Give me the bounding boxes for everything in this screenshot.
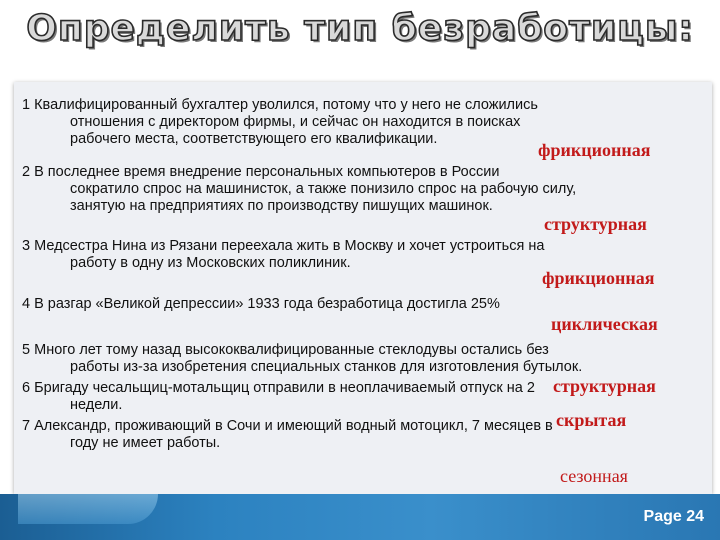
answer-label: сезонная	[560, 466, 628, 486]
answer-label: фрикционная	[542, 268, 655, 288]
answer-label: циклическая	[551, 314, 658, 334]
slide-title: Определить тип безработицы:	[26, 8, 694, 49]
item-text: Медсестра Нина из Рязани переехала жить в Москву и хочет устроиться на	[34, 238, 545, 254]
item-text: рабочего места, соответствующего его квалификации.	[70, 131, 438, 147]
item-number: 4	[22, 296, 31, 312]
list-item	[22, 97, 538, 148]
answer-label: фрикционная	[538, 140, 651, 160]
answer-label: структурная	[553, 376, 656, 396]
item-text: работу в одну из Московских поликлиник.	[70, 255, 351, 271]
item-text: работы из-за изобретения специальных станков для изготовления бутылок.	[70, 359, 583, 375]
list-item	[22, 238, 544, 272]
item-text: отношения с директором фирмы, и сейчас он находится в поисках	[70, 114, 521, 130]
list-item	[22, 296, 500, 313]
answer-label: скрытая	[556, 410, 627, 430]
footer-wave-decoration	[18, 494, 158, 524]
item-text: Квалифицированный бухгалтер уволился, потому что у него не сложились	[34, 97, 538, 113]
item-text: Александр, проживающий в Сочи и имеющий водный мотоцикл, 7 месяцев в	[34, 418, 553, 434]
item-text: сократило спрос на машинисток, а также понизило спрос на рабочую силу,	[70, 181, 577, 197]
list-item	[22, 380, 535, 414]
item-number: 2	[22, 164, 31, 180]
item-number: 7	[22, 418, 31, 434]
item-text: году не имеет работы.	[70, 435, 221, 451]
item-number: 3	[22, 238, 31, 254]
list-item	[22, 418, 553, 452]
item-text: Много лет тому назад высококвалифицированные стеклодувы остались без	[34, 342, 549, 358]
item-number: 5	[22, 342, 31, 358]
list-item	[22, 342, 582, 376]
item-text: недели.	[70, 397, 123, 413]
item-text: занятую на предприятиях по производству пишущих машинок.	[70, 198, 493, 214]
page-number: Page 24	[643, 508, 704, 525]
item-number: 6	[22, 380, 31, 396]
item-number: 1	[22, 97, 31, 113]
list-item	[22, 164, 576, 215]
item-text: В разгар «Великой депрессии» 1933 года безработица достигла 25%	[34, 296, 500, 312]
item-text: Бригаду чесальщиц-мотальщиц отправили в неоплачиваемый отпуск на 2	[34, 380, 535, 396]
answer-label: структурная	[544, 214, 647, 234]
item-text: В последнее время внедрение персональных компьютеров в России	[34, 164, 500, 180]
